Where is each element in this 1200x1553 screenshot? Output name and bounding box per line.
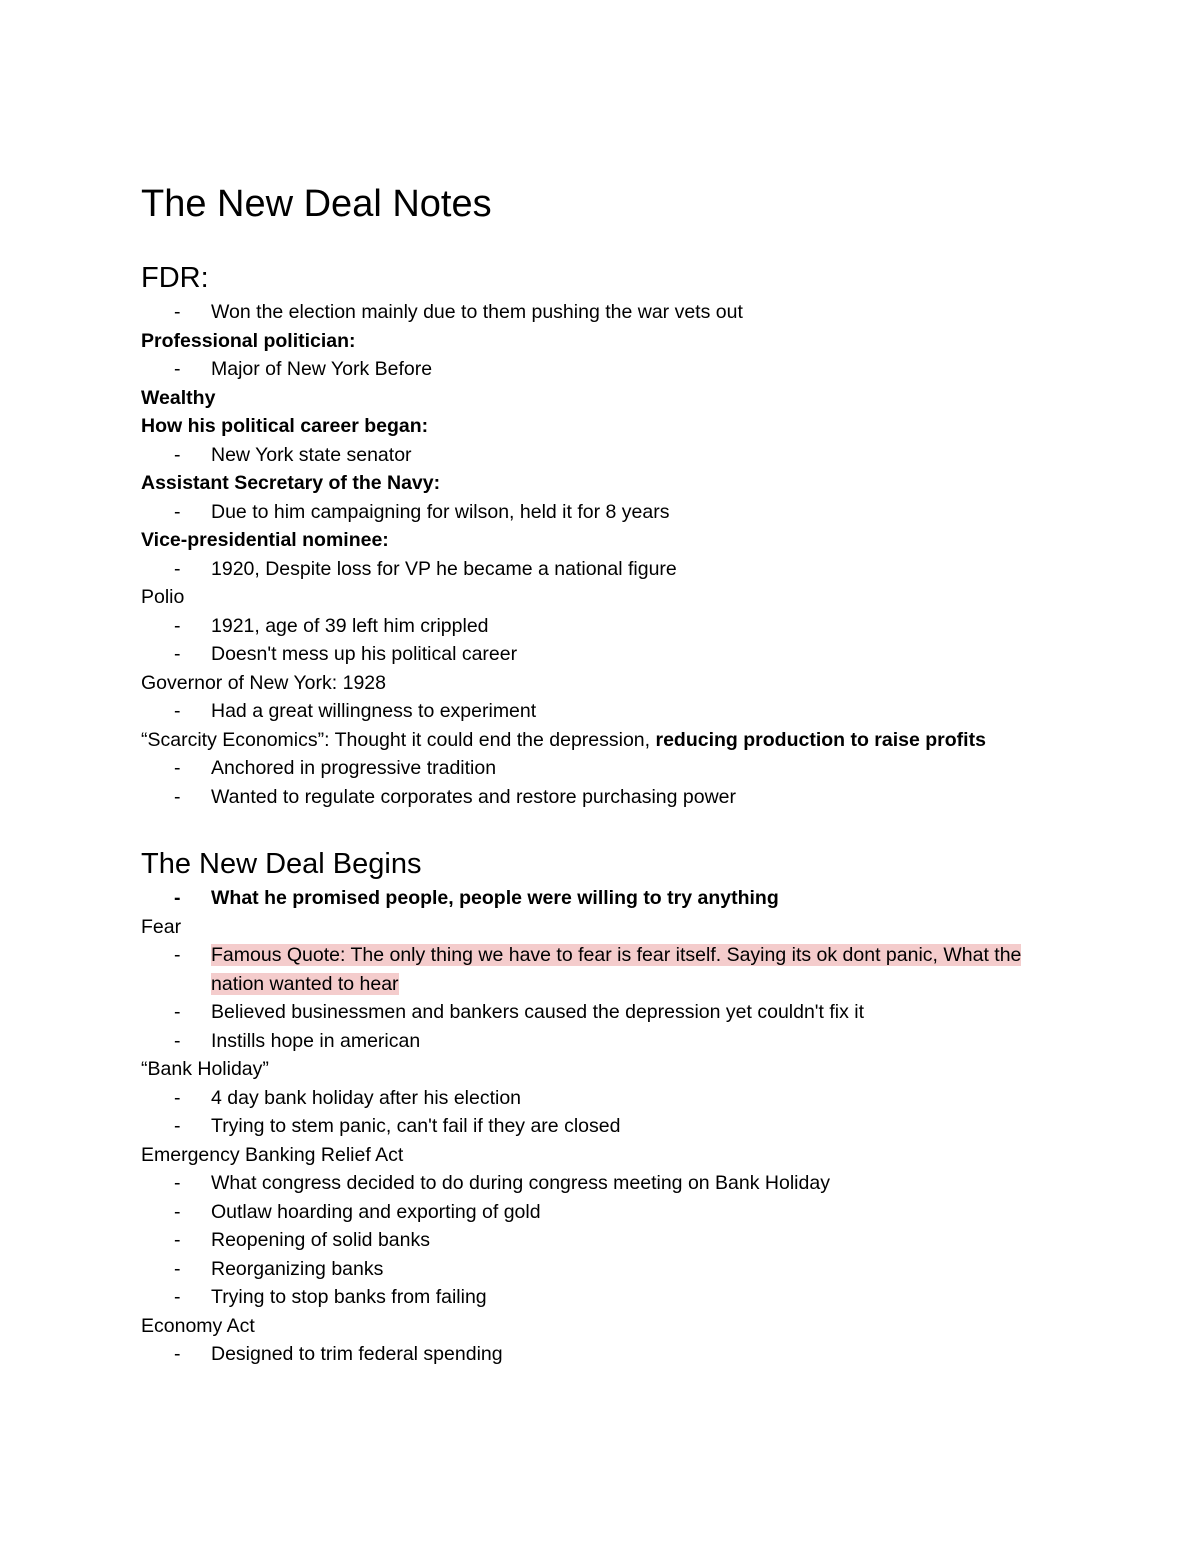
list-item: - Won the election mainly due to them pushing the war vets out [174,301,743,323]
subheading: Professional politician: [141,329,356,352]
list-item: - Reorganizing banks [174,1257,384,1280]
subheading: Wealthy [141,386,216,409]
document-body [141,178,1041,1369]
list-item: - 4 day bank holiday after his election [174,1086,522,1109]
subheading: Emergency Banking Relief Act [141,1143,404,1166]
subheading: “Bank Holiday” [141,1058,269,1080]
subheading: Economy Act [141,1314,255,1337]
list-item: - Wanted to regulate corporates and restore purchasing power [174,785,736,808]
list-item: - Had a great willingness to experiment [174,700,537,722]
subheading: How his political career began: [141,415,429,437]
subheading: Polio [141,586,185,608]
list-item: - Designed to trim federal spending [174,1343,503,1365]
subheading: Fear [141,915,182,938]
list-item: - What congress decided to do during congress meeting on Bank Holiday [174,1172,830,1194]
highlighted-quote: Famous Quote: The only thing we have to fear is fear itself. Saying its ok dont panic, What the nation wanted to hear [211,944,1022,995]
scarcity-paragraph: “Scarcity Economics”: Thought it could end the depression, reducing production to raise profits [141,728,986,751]
list-item: - Instills hope in american [174,1029,421,1052]
list-item: - 1920, Despite loss for VP he became a national figure [174,557,677,580]
list-item: - Anchored in progressive tradition [174,757,497,779]
list-item: - Trying to stop banks from failing [174,1286,487,1308]
subheading: Assistant Secretary of the Navy: [141,472,441,494]
list-item: - Believed businessmen and bankers caused the depression yet couldn't fix it [174,1001,865,1023]
list-item: - Outlaw hoarding and exporting of gold [174,1200,541,1223]
list-item: - Due to him campaigning for wilson, held it for 8 years [174,500,670,523]
subheading: Vice-presidential nominee: [141,529,389,551]
list-item-highlighted: - Famous Quote: The only thing we have to fear is fear itself. Saying its ok dont panic, What the nation wanted to hear [174,944,1022,995]
list-item: - Doesn't mess up his political career [174,643,518,665]
list-item: - Reopening of solid banks [174,1229,430,1251]
list-item: - Major of New York Before [174,358,433,380]
subheading: Governor of New York: 1928 [141,671,386,694]
list-item: - What he promised people, people were willing to try anything [174,887,779,909]
list-item: - Trying to stem panic, can't fail if they are closed [174,1115,621,1137]
section-heading-fdr: FDR: [141,262,209,294]
list-item: - New York state senator [174,443,412,466]
list-item: - 1921, age of 39 left him crippled [174,614,489,637]
section-heading-new-deal-begins: The New Deal Begins [141,848,422,880]
page-title: The New Deal Notes [141,183,492,225]
